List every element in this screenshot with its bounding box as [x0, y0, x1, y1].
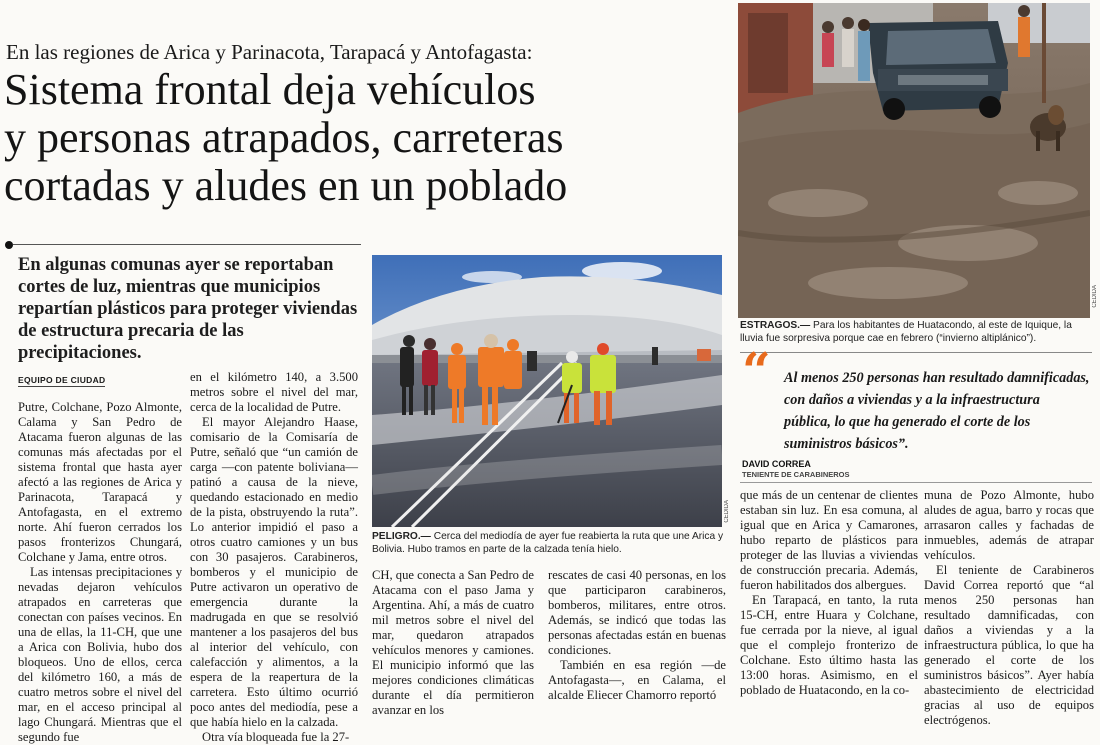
photo-mud-street-illustration	[738, 3, 1090, 318]
byline: EQUIPO DE CIUDAD	[18, 375, 106, 385]
column-3	[372, 568, 534, 718]
quote-mark-icon: “	[742, 341, 771, 400]
quote-author-role: TENIENTE DE CARABINEROS	[742, 470, 850, 479]
paragraph: En Tarapacá, en tanto, la ruta 15-CH, entre Huara y Colchane, fue cerrada por la nieve, al igual que el complejo fronterizo de Colchane. Esto último hasta las 13:00 horas. Asimismo, en el poblado de Huatacondo, en la co-	[740, 593, 918, 697]
caption-label: PELIGRO.—	[372, 531, 431, 542]
pull-quote: Al menos 250 personas han resultado damnificadas, con daños a viviendas y a la infraestructura pública, lo que ha generado el corte de los suministros básicos”.	[784, 370, 1090, 452]
divider	[740, 352, 1092, 353]
paragraph: muna de Pozo Almonte, hubo aludes de agua, barro y rocas que arrasaron calles y fachadas de inmuebles, además de atrapar vehículos.	[924, 488, 1094, 562]
paragraph: rescates de casi 40 personas, en los que participaron carabineros, bomberos, militares, entre otros. Además, se indicó que todas las personas afectadas están en buenas condiciones.	[548, 568, 726, 657]
photo-credit: CEDIDA	[724, 500, 730, 523]
photo-road-ice	[372, 255, 722, 527]
kicker: En las regiones de Arica y Parinacota, Tarapacá y Antofagasta:	[6, 40, 533, 64]
headline-line-1: Sistema frontal deja vehículos	[4, 65, 536, 114]
paragraph: en el kilómetro 140, a 3.500 metros sobre el nivel del mar, cerca de la localidad de Putre.	[190, 370, 358, 414]
headline-line-2: y personas atrapados, carreteras	[4, 113, 564, 162]
divider	[740, 482, 1092, 483]
paragraph: También en esa región —de Antofagasta—, en Calama, el alcalde Eliecer Chamorro reportó	[548, 658, 726, 702]
caption-label: ESTRAGOS.—	[740, 320, 811, 331]
deck: En algunas comunas ayer se reportaban cortes de luz, mientras que municipios repartían plásticos para proteger viviendas de estructura precaria de las precipitaciones.	[18, 255, 358, 363]
headline-line-3: cortadas y aludes en un poblado	[4, 161, 568, 210]
caption-text: Cerca del mediodía de ayer fue reabierta la ruta que une Arica y Bolivia. Hubo tramos en parte de la calzada tenía hielo.	[372, 531, 724, 555]
paragraph: Las intensas precipitaciones y nevadas dejaron vehículos atrapados en carreteras que conectan con países vecinos. En una de ellas, la 11-CH, que une a Arica con Bolivia, hubo dos bloqueos. Uno de ellos, cerca del kilómetro 160, a más de cuatro metros sobre el nivel del mar, en el acceso principal al lago Chungará. Mientras que el segundo fue	[18, 565, 182, 744]
headline	[4, 66, 729, 210]
paragraph: El teniente de Carabineros David Correa reportó que “al menos 250 personas han resultado damnificadas, con daños a viviendas y a la infraestructura pública, lo que ha generado el corte de los suministros básicos”. Ayer había abastecimiento de electricidad gracias al uso de equipos electrógenos.	[924, 563, 1094, 727]
caption-estragos	[740, 320, 1092, 345]
caption-text: Para los habitantes de Huatacondo, al este de Iquique, la lluvia fue sorpresiva porque cae en febrero (“invierno altiplánico”).	[740, 320, 1072, 344]
photo-road-ice-illustration	[372, 255, 722, 527]
column-2	[190, 370, 358, 745]
column-4	[548, 568, 726, 703]
bullet-dot	[5, 241, 13, 249]
column-1	[18, 400, 182, 745]
paragraph: Putre, Colchane, Pozo Almonte, Calama y San Pedro de Atacama fueron algunas de las comunas más afectadas por el sistema frontal que hasta ayer afectó a las regiones de Arica y Parinacota, Tarapacá y Antofagasta, en el extremo norte. Ahí fueron cerrados los pasos fronterizos Chungará, Colchane y Jama, entre otros.	[18, 400, 182, 564]
quote-author-name: DAVID CORREA	[742, 459, 811, 469]
paragraph: que más de un centenar de clientes estaban sin luz. En esa comuna, al igual que en Arica y Camarones, hubo reparto de plásticos para proteger de las lluvias a viviendas de construcción precaria. Además, fueron habilitados dos albergues.	[740, 488, 918, 592]
paragraph: El mayor Alejandro Haase, comisario de la Comisaría de Putre, señaló que “un camión de carga —con patente boliviana— patinó a causa de la nieve, quedando estacionado en medio de la pista, obstruyendo la ruta”. Lo anterior impidió el paso a otros cuatro camiones y un bus con 30 pasajeros. Carabineros, bomberos y el municipio de Putre activaron un operativo de emergencia durante la madrugada en que se resolvió mantener a los pasajeros del bus al interior del vehículo, con calefacción y alimentos, a la espera de la reapertura de la carretera. Esto último ocurrió poco antes del mediodía, pese a que había hielo en la calzada.	[190, 415, 358, 729]
caption-peligro	[372, 531, 724, 556]
photo-mud-street	[738, 3, 1090, 318]
column-6	[924, 488, 1094, 728]
divider	[13, 244, 361, 245]
photo-credit: CEDIDA	[1092, 285, 1098, 308]
paragraph: Otra vía bloqueada fue la 27-	[202, 730, 350, 744]
column-5	[740, 488, 918, 698]
paragraph: CH, que conecta a San Pedro de Atacama con el paso Jama y Argentina. Ahí, a más de cuatro mil metros sobre el nivel del mar, quedaron atrapados vehículos menores y camiones. El municipio informó que las mejores condiciones climáticas durante el día permitieron avanzar en los	[372, 568, 534, 717]
